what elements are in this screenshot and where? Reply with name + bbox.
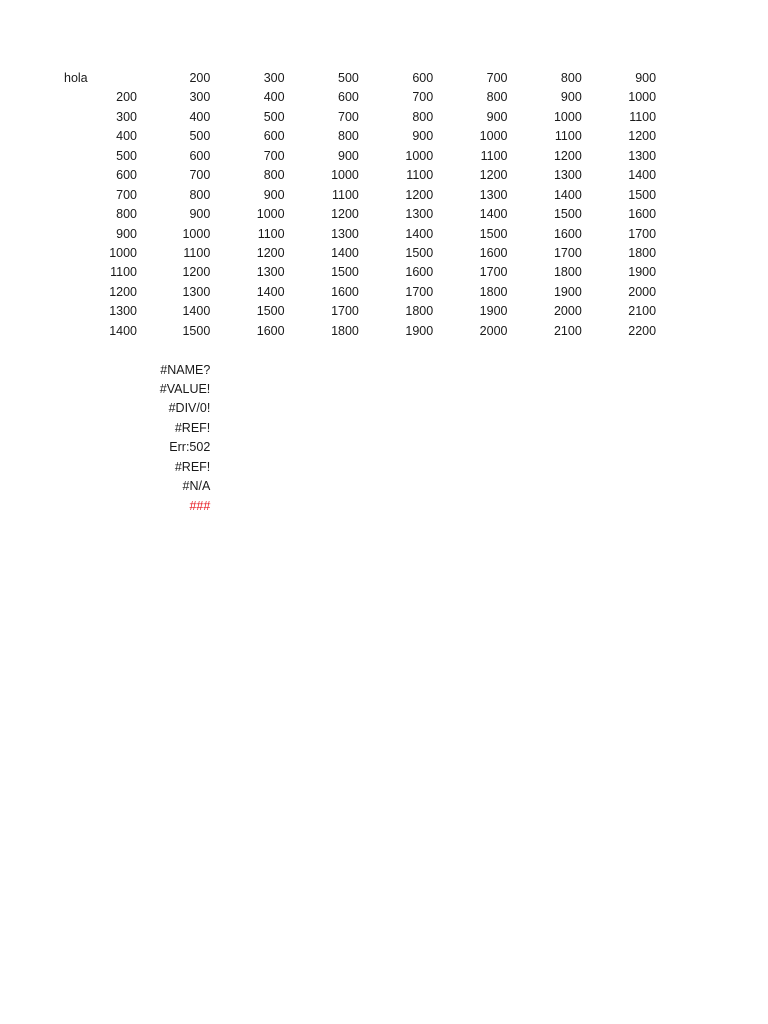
sheet-row [57,186,658,205]
sheet-cell[interactable]: 1100 [406,168,434,183]
sheet-cell[interactable]: 1400 [479,207,508,222]
sheet-cell[interactable]: 1400 [109,323,137,338]
empty-cell[interactable] [57,497,138,516]
sheet-cell[interactable]: 1600 [479,245,508,260]
sheet-cell[interactable]: 800 [116,207,137,222]
sheet-cell[interactable]: 1300 [182,284,211,299]
empty-cell[interactable] [57,419,138,438]
sheet-cell[interactable]: 1300 [628,148,657,163]
sheet-row [57,69,658,88]
sheet-cell[interactable]: 1400 [182,304,211,319]
error-cell[interactable]: ### [189,498,211,513]
sheet-row [57,244,658,263]
sheet-cell[interactable]: 1000 [553,109,582,124]
sheet-cell[interactable]: 2100 [553,323,582,338]
sheet-row [57,166,658,185]
sheet-cell[interactable]: 200 [189,71,211,85]
sheet-cell[interactable]: 1000 [331,168,359,183]
sheet-cell[interactable]: 1900 [479,304,508,319]
sheet-cell[interactable]: 1100 [629,109,657,124]
sheet-cell[interactable]: 1700 [405,284,434,299]
sheet-cell[interactable]: 1000 [182,226,211,241]
sheet-cell[interactable]: 700 [263,148,285,163]
sheet-cell[interactable]: 1300 [553,168,582,183]
sheet-cell[interactable]: 1200 [109,284,137,299]
sheet-cell[interactable]: 800 [412,109,434,124]
sheet-cell[interactable]: 2200 [628,323,657,338]
sheet-cell[interactable]: 1200 [479,168,508,183]
sheet-cell[interactable]: 700 [486,71,508,85]
sheet-cell[interactable]: 1700 [331,304,359,319]
empty-cell[interactable] [57,458,138,477]
sheet-cell[interactable]: 1000 [256,207,285,222]
sheet-row [57,225,658,244]
sheet-cell[interactable]: 1700 [479,265,508,280]
sheet-cell[interactable]: 1400 [331,245,359,260]
sheet-cell[interactable]: 1000 [109,245,137,260]
error-row [57,361,658,380]
sheet-cell[interactable]: 600 [338,90,359,105]
sheet-cell[interactable]: 1000 [479,129,508,144]
sheet-cell[interactable]: 400 [263,90,285,105]
error-cell[interactable]: #DIV/0! [168,401,211,416]
sheet-cell[interactable]: 300 [263,71,285,85]
sheet-cell[interactable]: 700 [338,109,359,124]
sheet-cell[interactable]: 1900 [405,323,434,338]
sheet-cell[interactable]: 1900 [553,284,582,299]
sheet-cell[interactable]: hola [64,71,88,85]
sheet-cell[interactable]: 1300 [256,265,285,280]
sheet-cell[interactable]: 1100 [554,129,582,144]
sheet-cell[interactable]: 700 [189,168,211,183]
sheet-cell[interactable]: 900 [486,109,508,124]
sheet-cell[interactable]: 1800 [405,304,434,319]
sheet-cell[interactable]: 600 [263,129,285,144]
sheet-cell[interactable]: 1600 [628,207,657,222]
sheet-cell[interactable]: 300 [189,90,211,105]
sheet-cell[interactable]: 1200 [256,245,285,260]
sheet-cell[interactable]: 1600 [331,284,359,299]
sheet-cell[interactable]: 1300 [479,187,508,202]
sheet-cell[interactable]: 1500 [479,226,508,241]
spreadsheet-page [57,69,658,516]
sheet-cell[interactable]: 1200 [628,129,657,144]
sheet-cell[interactable]: 500 [263,109,285,124]
sheet-cell[interactable]: 1600 [256,323,285,338]
sheet-cell[interactable]: 1600 [405,265,434,280]
error-cell[interactable]: #N/A [182,479,211,494]
sheet-cell[interactable]: 1600 [553,226,582,241]
sheet-cell[interactable]: 1400 [405,226,434,241]
sheet-cell[interactable]: 800 [263,168,285,183]
sheet-cell[interactable]: 1400 [553,187,582,202]
empty-cell[interactable] [57,399,138,418]
error-row [57,438,658,457]
sheet-cell[interactable]: 1500 [256,304,285,319]
sheet-cell[interactable]: 1100 [480,148,508,163]
sheet-cell[interactable]: 1500 [405,245,434,260]
sheet-cell[interactable]: 500 [116,148,137,163]
sheet-row [57,283,658,302]
error-cell[interactable]: Err:502 [169,440,211,455]
sheet-cell[interactable]: 1800 [553,265,582,280]
sheet-cell[interactable]: 600 [412,71,434,85]
sheet-cell[interactable]: 900 [338,148,359,163]
sheet-cell[interactable]: 1500 [628,187,657,202]
sheet-cell[interactable]: 1300 [405,207,434,222]
sheet-cell[interactable]: 1300 [109,304,137,319]
sheet-cell[interactable]: 200 [116,90,137,105]
sheet-cell[interactable]: 2000 [628,284,657,299]
sheet-cell[interactable]: 700 [412,90,434,105]
empty-cell[interactable] [57,438,138,457]
data-grid [57,69,658,341]
sheet-cell[interactable]: 600 [116,168,137,183]
sheet-cell[interactable]: 500 [189,129,211,144]
blank-row [57,341,658,360]
sheet-cell[interactable]: 1400 [628,168,657,183]
sheet-row [57,263,658,282]
sheet-row [57,322,658,341]
sheet-cell[interactable]: 600 [189,148,211,163]
sheet-cell[interactable]: 2100 [628,304,657,319]
sheet-cell[interactable]: 900 [412,129,434,144]
sheet-cell[interactable]: 900 [560,90,582,105]
sheet-cell[interactable]: 1100 [183,245,211,260]
sheet-cell[interactable]: 1200 [331,207,359,222]
sheet-cell[interactable]: 800 [338,129,359,144]
empty-cell[interactable] [57,477,138,496]
sheet-cell[interactable]: 900 [635,71,657,85]
sheet-row [57,108,658,127]
sheet-cell[interactable]: 1800 [331,323,359,338]
sheet-row [57,127,658,146]
sheet-row [57,88,658,107]
sheet-cell[interactable]: 1200 [405,187,434,202]
sheet-cell[interactable]: 1000 [628,90,657,105]
error-row [57,399,658,418]
error-row [57,380,658,399]
sheet-cell[interactable]: 900 [189,207,211,222]
sheet-cell[interactable]: 900 [116,226,137,241]
error-row [57,497,658,516]
sheet-cell[interactable]: 1700 [553,245,582,260]
sheet-cell[interactable]: 1400 [256,284,285,299]
sheet-cell[interactable]: 1800 [479,284,508,299]
sheet-cell[interactable]: 1200 [553,148,582,163]
sheet-cell[interactable]: 1200 [182,265,211,280]
empty-cell[interactable] [57,361,138,380]
sheet-cell[interactable]: 1700 [628,226,657,241]
sheet-cell[interactable]: 1100 [332,187,359,202]
sheet-cell[interactable]: 400 [116,129,137,144]
error-row [57,419,658,438]
sheet-row [57,147,658,166]
sheet-cell[interactable]: 2000 [553,304,582,319]
sheet-cell[interactable]: 800 [189,187,211,202]
sheet-cell[interactable]: 900 [263,187,285,202]
sheet-cell[interactable]: 800 [560,71,582,85]
sheet-cell[interactable]: 700 [116,187,137,202]
error-cell[interactable]: #REF! [174,420,211,435]
error-cell[interactable]: #NAME? [160,362,211,377]
sheet-cell[interactable]: 1000 [405,148,434,163]
sheet-row [57,205,658,224]
sheet-cell[interactable]: 1500 [331,265,359,280]
sheet-row [57,302,658,321]
sheet-cell[interactable]: 1900 [628,265,657,280]
error-row [57,477,658,496]
empty-cell[interactable] [57,380,138,399]
sheet-cell[interactable]: 2000 [479,323,508,338]
sheet-cell[interactable]: 1500 [553,207,582,222]
sheet-cell[interactable]: 1300 [331,226,359,241]
sheet-cell[interactable]: 800 [486,90,508,105]
sheet-cell[interactable]: 300 [116,109,137,124]
sheet-cell[interactable]: 400 [189,109,211,124]
error-column [57,361,658,517]
error-cell[interactable]: #VALUE! [159,382,211,396]
error-cell[interactable]: #REF! [174,459,211,474]
sheet-cell[interactable]: 1800 [628,245,657,260]
sheet-cell[interactable]: 1500 [182,323,211,338]
sheet-cell[interactable]: 1100 [257,226,285,241]
sheet-cell[interactable]: 500 [338,71,359,85]
sheet-cell[interactable]: 1100 [110,265,137,280]
error-row [57,458,658,477]
